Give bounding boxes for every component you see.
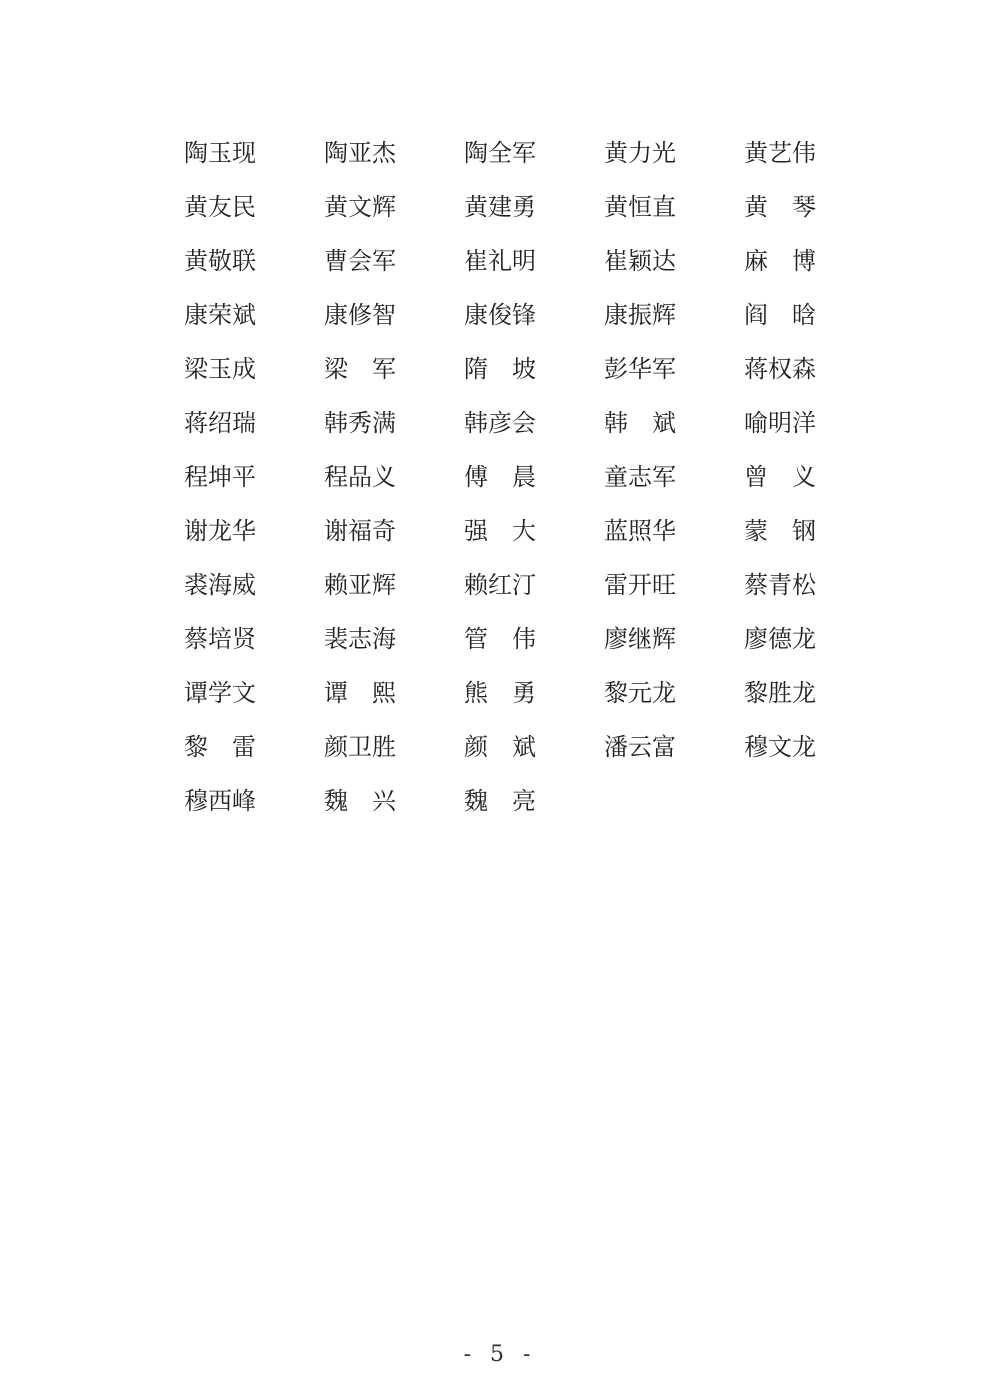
person-name: 崔颖达 bbox=[604, 247, 676, 275]
name-entry bbox=[184, 234, 324, 288]
name-entry bbox=[464, 774, 604, 828]
person-name bbox=[464, 450, 536, 504]
person-name: 黄恒直 bbox=[604, 193, 676, 221]
name-list bbox=[184, 126, 844, 828]
person-name bbox=[324, 666, 396, 720]
person-name: 蔡培贤 bbox=[184, 625, 256, 653]
name-character: 晗 bbox=[792, 301, 816, 329]
name-character: 钢 bbox=[792, 517, 816, 545]
person-name: 谢福奇 bbox=[324, 517, 396, 545]
name-character: 晨 bbox=[512, 463, 536, 491]
name-entry bbox=[464, 288, 604, 342]
name-entry bbox=[744, 288, 884, 342]
name-character: 麻 bbox=[744, 247, 768, 275]
person-name: 黄力光 bbox=[604, 139, 676, 167]
name-character: 琴 bbox=[792, 193, 816, 221]
name-entry bbox=[464, 558, 604, 612]
person-name: 雷开旺 bbox=[604, 571, 676, 599]
name-entry bbox=[324, 342, 464, 396]
person-name: 蒋权森 bbox=[744, 355, 816, 383]
person-name bbox=[464, 612, 536, 666]
name-entry bbox=[184, 720, 324, 774]
name-character: 颜 bbox=[464, 733, 488, 761]
name-entry bbox=[464, 504, 604, 558]
name-entry bbox=[464, 720, 604, 774]
name-entry bbox=[744, 504, 884, 558]
name-entry bbox=[324, 774, 464, 828]
person-name: 曹会军 bbox=[324, 247, 396, 275]
person-name: 廖德龙 bbox=[744, 625, 816, 653]
name-entry bbox=[604, 126, 744, 180]
person-name: 赖红汀 bbox=[464, 571, 536, 599]
name-character: 军 bbox=[372, 355, 396, 383]
person-name: 黎元龙 bbox=[604, 679, 676, 707]
person-name: 陶玉现 bbox=[184, 139, 256, 167]
name-character: 义 bbox=[792, 463, 816, 491]
name-entry bbox=[184, 666, 324, 720]
person-name bbox=[464, 720, 536, 774]
name-character: 斌 bbox=[652, 409, 676, 437]
person-name: 黄友民 bbox=[184, 193, 256, 221]
name-entry bbox=[464, 180, 604, 234]
name-entry bbox=[324, 234, 464, 288]
name-entry bbox=[324, 504, 464, 558]
name-entry bbox=[604, 396, 744, 450]
name-character: 勇 bbox=[512, 679, 536, 707]
name-character: 阎 bbox=[744, 301, 768, 329]
name-character: 梁 bbox=[324, 355, 348, 383]
person-name: 黄敬联 bbox=[184, 247, 256, 275]
name-entry bbox=[744, 342, 884, 396]
name-character: 管 bbox=[464, 625, 488, 653]
name-entry bbox=[324, 612, 464, 666]
person-name: 颜卫胜 bbox=[324, 733, 396, 761]
person-name bbox=[324, 342, 396, 396]
name-character: 蒙 bbox=[744, 517, 768, 545]
name-entry bbox=[464, 342, 604, 396]
person-name: 黄文辉 bbox=[324, 193, 396, 221]
person-name: 康修智 bbox=[324, 301, 396, 329]
person-name: 黎胜龙 bbox=[744, 679, 816, 707]
name-entry bbox=[604, 504, 744, 558]
name-entry bbox=[464, 234, 604, 288]
name-entry bbox=[464, 612, 604, 666]
person-name bbox=[464, 774, 536, 828]
name-character: 大 bbox=[512, 517, 536, 545]
name-entry bbox=[324, 558, 464, 612]
person-name: 潘云富 bbox=[604, 733, 676, 761]
name-character: 隋 bbox=[464, 355, 488, 383]
name-character: 谭 bbox=[324, 679, 348, 707]
name-entry bbox=[604, 612, 744, 666]
person-name: 陶全军 bbox=[464, 139, 536, 167]
name-character: 黎 bbox=[184, 733, 208, 761]
name-entry bbox=[464, 666, 604, 720]
name-entry bbox=[744, 450, 884, 504]
person-name bbox=[464, 342, 536, 396]
name-entry bbox=[744, 558, 884, 612]
person-name: 康俊锋 bbox=[464, 301, 536, 329]
person-name: 蓝照华 bbox=[604, 517, 676, 545]
name-entry bbox=[184, 396, 324, 450]
person-name bbox=[604, 396, 676, 450]
name-character: 傅 bbox=[464, 463, 488, 491]
name-character: 斌 bbox=[512, 733, 536, 761]
name-entry bbox=[464, 396, 604, 450]
person-name bbox=[184, 720, 256, 774]
person-name: 黄建勇 bbox=[464, 193, 536, 221]
person-name: 裴志海 bbox=[324, 625, 396, 653]
name-character: 雷 bbox=[232, 733, 256, 761]
person-name: 裘海威 bbox=[184, 571, 256, 599]
name-entry bbox=[184, 612, 324, 666]
person-name: 程坤平 bbox=[184, 463, 256, 491]
name-character: 魏 bbox=[464, 787, 488, 815]
person-name: 陶亚杰 bbox=[324, 139, 396, 167]
person-name: 穆文龙 bbox=[744, 733, 816, 761]
name-character: 亮 bbox=[512, 787, 536, 815]
name-entry bbox=[324, 720, 464, 774]
person-name: 崔礼明 bbox=[464, 247, 536, 275]
name-entry bbox=[324, 180, 464, 234]
person-name: 谭学文 bbox=[184, 679, 256, 707]
name-entry bbox=[324, 666, 464, 720]
person-name bbox=[744, 504, 816, 558]
person-name: 梁玉成 bbox=[184, 355, 256, 383]
person-name bbox=[744, 234, 816, 288]
name-character: 坡 bbox=[512, 355, 536, 383]
name-entry bbox=[744, 612, 884, 666]
person-name: 韩彦会 bbox=[464, 409, 536, 437]
name-character: 熊 bbox=[464, 679, 488, 707]
name-entry bbox=[324, 450, 464, 504]
name-character: 曾 bbox=[744, 463, 768, 491]
person-name bbox=[744, 180, 816, 234]
person-name: 赖亚辉 bbox=[324, 571, 396, 599]
name-entry bbox=[744, 180, 884, 234]
name-character: 强 bbox=[464, 517, 488, 545]
name-entry bbox=[184, 342, 324, 396]
person-name: 彭华军 bbox=[604, 355, 676, 383]
name-entry bbox=[324, 288, 464, 342]
name-character: 博 bbox=[792, 247, 816, 275]
person-name: 喻明洋 bbox=[744, 409, 816, 437]
name-entry bbox=[184, 558, 324, 612]
name-entry bbox=[744, 396, 884, 450]
name-entry bbox=[604, 450, 744, 504]
name-character: 黄 bbox=[744, 193, 768, 221]
name-character: 伟 bbox=[512, 625, 536, 653]
name-entry bbox=[184, 774, 324, 828]
name-entry bbox=[464, 450, 604, 504]
person-name: 蔡青松 bbox=[744, 571, 816, 599]
name-character: 兴 bbox=[372, 787, 396, 815]
person-name: 韩秀满 bbox=[324, 409, 396, 437]
person-name: 谢龙华 bbox=[184, 517, 256, 545]
person-name bbox=[464, 666, 536, 720]
name-entry bbox=[744, 126, 884, 180]
name-character: 韩 bbox=[604, 409, 628, 437]
name-entry bbox=[604, 288, 744, 342]
name-entry bbox=[184, 504, 324, 558]
name-entry bbox=[324, 126, 464, 180]
name-entry bbox=[604, 558, 744, 612]
name-entry bbox=[744, 720, 884, 774]
name-entry bbox=[184, 450, 324, 504]
name-entry bbox=[744, 234, 884, 288]
person-name: 蒋绍瑞 bbox=[184, 409, 256, 437]
person-name: 程品义 bbox=[324, 463, 396, 491]
name-entry bbox=[184, 288, 324, 342]
name-entry bbox=[604, 720, 744, 774]
person-name: 康荣斌 bbox=[184, 301, 256, 329]
name-entry bbox=[184, 180, 324, 234]
person-name bbox=[744, 450, 816, 504]
person-name: 黄艺伟 bbox=[744, 139, 816, 167]
name-entry bbox=[604, 234, 744, 288]
person-name bbox=[324, 774, 396, 828]
name-entry bbox=[324, 396, 464, 450]
person-name bbox=[464, 504, 536, 558]
name-entry bbox=[744, 666, 884, 720]
name-entry bbox=[184, 126, 324, 180]
person-name: 童志军 bbox=[604, 463, 676, 491]
name-entry bbox=[604, 666, 744, 720]
person-name: 穆西峰 bbox=[184, 787, 256, 815]
person-name: 廖继辉 bbox=[604, 625, 676, 653]
name-character: 熙 bbox=[372, 679, 396, 707]
person-name bbox=[744, 288, 816, 342]
name-entry bbox=[604, 180, 744, 234]
person-name: 康振辉 bbox=[604, 301, 676, 329]
name-entry bbox=[464, 126, 604, 180]
name-character: 魏 bbox=[324, 787, 348, 815]
page-number: - 5 - bbox=[463, 1342, 537, 1367]
name-entry bbox=[604, 342, 744, 396]
